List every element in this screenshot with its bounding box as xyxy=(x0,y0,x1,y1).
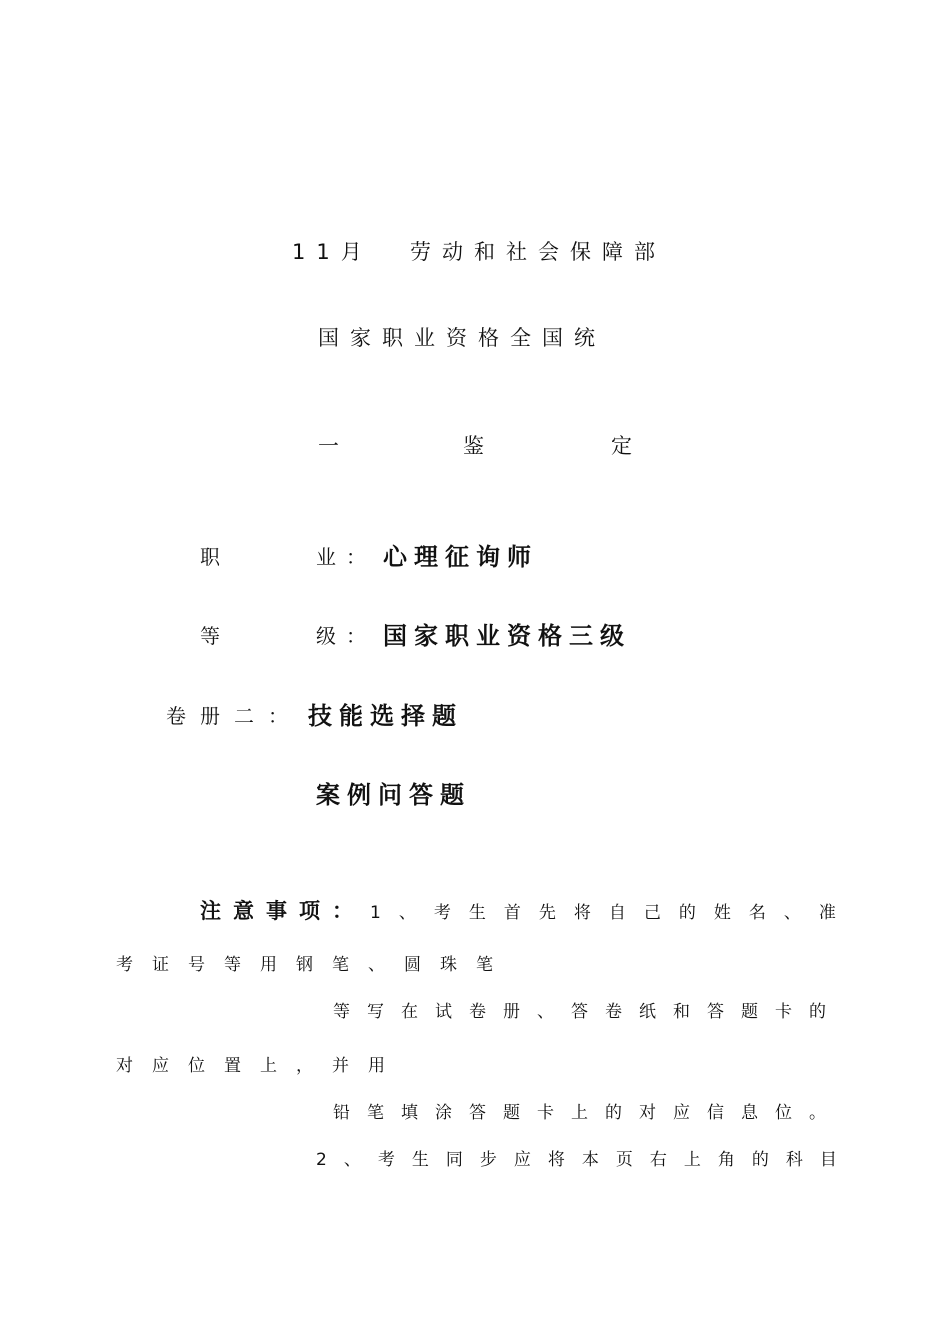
title-char-3: 定 xyxy=(611,434,643,458)
volume-label: 卷册二： xyxy=(166,704,302,728)
profession-value: 心理征询师 xyxy=(383,543,538,571)
notes-line-3: 等写在试卷册、答卷纸和答题卡的 xyxy=(333,1002,843,1022)
ministry-name: 劳动和社会保障部 xyxy=(410,240,666,264)
notes-line-6: 2、考生同步应将本页右上角的科目 xyxy=(316,1150,854,1170)
exam-title: 国家职业资格全国统 xyxy=(318,326,606,350)
volume-extra: 案例问答题 xyxy=(316,781,471,809)
title-char-2: 鉴 xyxy=(463,434,495,458)
notes-heading: 注意事项： xyxy=(200,899,365,923)
level-value: 国家职业资格三级 xyxy=(383,622,631,650)
notes-line-5: 铅笔填涂答题卡上的对应信息位。 xyxy=(333,1103,843,1123)
notes-line-1: 1、考生首先将自己的姓名、准 xyxy=(370,903,854,923)
level-label-char2: 级： xyxy=(316,624,376,648)
level-label-char1: 等 xyxy=(200,624,220,648)
notes-line-4: 对应位置上，并用 xyxy=(116,1056,404,1076)
title-char-1: 一 xyxy=(318,434,350,458)
profession-label-char1: 职 xyxy=(200,545,220,569)
date-label: 11月 xyxy=(292,240,373,264)
notes-line-2: 考证号等用钢笔、圆珠笔 xyxy=(116,955,512,975)
volume-value: 技能选择题 xyxy=(308,702,463,730)
profession-label-char2: 业： xyxy=(316,545,376,569)
